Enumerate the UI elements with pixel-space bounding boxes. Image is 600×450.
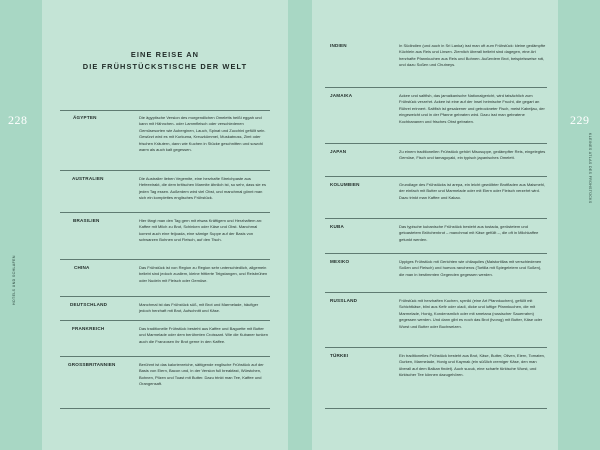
divider (325, 253, 547, 254)
divider (60, 296, 270, 297)
country-russia: RUSSLAND (330, 298, 358, 303)
divider (60, 259, 270, 260)
entry-text-russia: Frühstück mit herzhaften Kuchen, syrniki (eine Art Pfannkuchen), gefüllt mit Schichtkäse, blini aus Kefir oder oladi, dicke und luftige Pfannkuchen, die mit Marmelade, Honig, Kondensmilch oder mit smetana (russischer Sauerrahm) gegessen werden. Und dann gibt es noch das Brot (tvorog) mit Butter, Käse oder Wurst und Butter oder Buchweizen. (399, 298, 543, 329)
divider (325, 408, 547, 409)
entry-text-turkey: Ein traditionelles Frühstück besteht aus Brot, Käse, Butter, Oliven, Eiern, Tomaten, Gurken, Marmelade, Honig und Kaymak (ein süßlich cremiger Käse, den man überall auf dem Balkan findet). Auch sucuk, eine scharfe türkische Wurst, und türkischer Tee können dazugehören. (399, 353, 545, 378)
entry-text-colombia: Grundlage des Frühstücks ist arepa, ein leicht gewölbter Brotfladen aus Maismehl, der einfach mit Butter und Marmelade oder mit Eiern oder Fleisch verzehrt wird. Dazu trinkt man Kaffee und Kakao. (399, 182, 546, 200)
entry-text-japan: Zu einem traditionellen Frühstück gehört Misosuppe, gedämpfter Reis, eingelegtes Gemüse, Fisch und tamagoyaki, ein typisch japanisches Omelett. (399, 149, 546, 161)
divider (325, 218, 547, 219)
divider (60, 356, 270, 357)
side-label-left: HOTELS UND SCHLAFEN (12, 255, 16, 305)
divider (60, 408, 270, 409)
divider (325, 176, 547, 177)
title-line-1: EINE REISE AN (130, 50, 200, 59)
country-china: CHINA (74, 265, 90, 270)
entry-text-great-britain: Berühmt ist das kalorienreiche, sättigende englische Frühstück auf der Basis von Eiern, Bacon und, in der Version full breakfast, Würstchen, Bohnen, Pilzen und Toast mit Butter. Dazu trinkt man Tee, Kaffee und Orangensaft. (139, 362, 264, 387)
divider (325, 347, 547, 348)
page-number-right: 229 (570, 113, 590, 127)
divider (60, 212, 270, 213)
divider (60, 110, 270, 111)
side-label-right: KLEINES ATLAS DES FRÜHSTÜCKS (588, 133, 592, 204)
country-colombia: KOLUMBIEN (330, 182, 360, 187)
country-japan: JAPAN (330, 149, 347, 154)
title-line-2: DIE FRÜHSTÜCKSTISCHE DER WELT (82, 62, 248, 71)
page-title (60, 49, 270, 73)
entry-text-jamaica: Ackee und saltfish, das jamaikanische Nationalgericht, wird tatsächlich zum Frühstück verzehrt. Ackee ist eine auf der Insel heimische Frucht, die gegart an Rührei erinnert. Saltfish ist gesalzener und getrockneter Fisch, meist Kabeljau, der eingeweicht und in der Pfanne gebraten wird. Dazu isst man gebratene Kochbananen und frisches Obst gebraten. (399, 93, 545, 124)
country-cuba: KUBA (330, 224, 345, 229)
entry-text-china: Das Frühstück ist von Region zu Region sehr unterschiedlich, allgemein beliebt sind jedoch zuallem, kleine frittierte Teigstangen, und Reisbrühen oder Nudeln mit Fleisch oder Gemüse. (139, 265, 268, 283)
country-australia: AUSTRALIEN (72, 176, 104, 181)
divider (60, 170, 270, 171)
entry-text-australia: Die Australier lieben Vegemite, eine herzhafte Streichpaste aus Hefeextrakt, die dem britischen Marmite ähnlich ist, so sehr, dass sie es jeden Tag essen. Außerdem wird viel Obst, und manchmal gönnt man sich ein komplettes englisches Frühstück. (139, 176, 266, 201)
page-number-left: 228 (8, 113, 28, 127)
country-jamaica: JAMAIKA (330, 93, 353, 98)
entry-text-brazil: Hier fängt man den Tag gern mit etwas Kräftigem und Herzhaftem an: Kaffee mit Milch zu Brot, Schinken oder Käse und Obst. Manchmal kommt auch eine feijoada, eine sämige Suppe auf der Basis von schwarzen Bohnen und Fleisch, auf den Tisch. (139, 218, 263, 243)
entry-text-egypt: Die ägyptische Version des morgendlichen Omeletts heißt eggah und kann mit Hähnchen- oder Lammfleisch oder verschiedenen Gemüsesorten wie Auberginen, Lauch, Spinat und Zucchini gefüllt sein. Gewürzt wird es mit Kurkuma, Kreuzkümmel, Muskatnuss, Zimt oder frischen Kräutern, dann wie Kuchen in Stücke geschnitten und sowohl warm als auch kalt gegessen. (139, 115, 266, 153)
country-brazil: BRASILIEN (73, 218, 100, 223)
entry-text-france: Das traditionelle Frühstück besteht aus Kaffee und Baguette mit Butter und Marmelade oder dem berühmten Croissant. Wie die Kubaner tunken auch die Franzosen ihr Brot gerne in den Kaffee. (139, 326, 268, 344)
entry-text-germany: Manchmal ist das Frühstück süß, mit Brot und Marmelade, häufiger jedoch herzhaft mit Brot, Aufschnitt und Käse. (139, 302, 259, 314)
country-france: FRANKREICH (72, 326, 105, 331)
entry-text-cuba: Das typische kubanische Frühstück besteht aus tostada, geröstetem und getoastetem Brötchenbrot – manchmal mit Käse gefüllt –, die oft in Milchkaffee getunkt werden. (399, 224, 539, 242)
country-turkey: TÜRKEI (330, 353, 349, 358)
country-egypt: ÄGYPTEN (73, 115, 97, 120)
country-germany: DEUTSCHLAND (70, 302, 108, 307)
divider (325, 87, 547, 88)
divider (325, 143, 547, 144)
country-india: INDIEN (330, 43, 347, 48)
divider (60, 320, 270, 321)
entry-text-mexico: Üppiges Frühstück mit Gerichten wie chilaquiles (Maistortillas mit verschiedenen Soßen und Fleisch) und huevos rancheros (Tortilla mit Spiegeleiern und Soßen), die man in bestimmten Gegenden gegessen werden. (399, 259, 542, 277)
divider (325, 292, 547, 293)
country-mexico: MEXIKO (330, 259, 350, 264)
entry-text-india: In Südindien (und auch in Sri Lanka) isst man oft zum Frühstück: kleine gedämpfte Küchlein aus Reis und Linsen. Ziemlich überall beliebt sind dagegen, eine Art herzhafte Pfannkuchen aus Reis und Bohnen. Außerdem Brot, beispielsweise roti, und dazu Soßen und Chutneys. (399, 43, 546, 68)
country-great-britain: GROSSBRITANNIEN (68, 362, 116, 367)
